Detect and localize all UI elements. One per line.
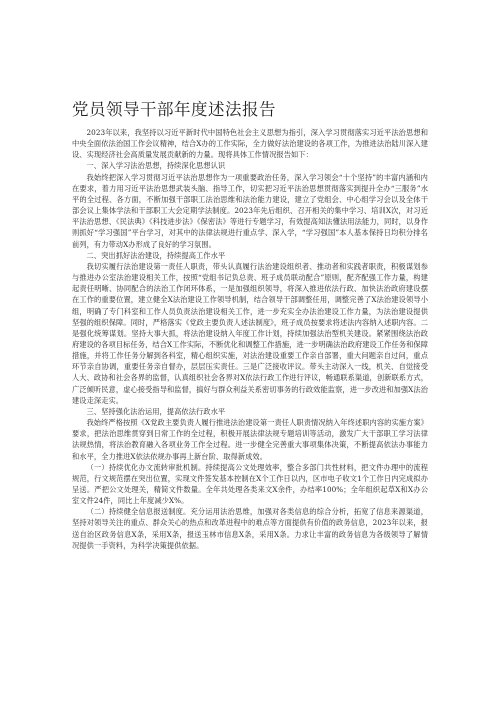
paragraph: 我始终严格按照《X党政主要负责人履行推进法治建设第一责任人职责情况纳入年终述职内容的实施方案》要求，把法治思维贯穿到日常工作的全过程，积极开展法律法规专题培训等活动，激发广大干部职工学习法律法规热情，将法治教育融入各项业务工作全过程。进一步健全完善重大事项集体决策，不断提高依法办事能力和水平，全力推进X依法依规办事再上新台阶、取得新成效。 <box>72 418 428 461</box>
paragraph: （二）持续健全信息报送制度。充分运用法治思维，加强对各类信息的综合分析，拓宽了信息来源渠道，坚持对领导关注的重点、群众关心的热点和改革进程中的难点等方面提供有价值的政务信息，2023年以来，报送自治区政务信息X条，采用X条，报送玉林市信息X条，采用X条。力求让丰富的政务信息为各级领导了解情况提供一手资料，为科学决策提供依据。 <box>72 507 428 550</box>
section-heading: 三、坚持强化法治运用，提高依法行政水平 <box>86 406 226 416</box>
paragraph: 我切实履行法治建设第一责任人职责，带头认真履行法治建设组织者、推动者和实践者职责，积极谋划参与推进办公室法治建设相关工作，按照“党组书记负总责、班子成员联动配合”原则，配齐配强工作力量，构建起责任明晰、协同配合的法治工作闭环体系，一是加强组织领导，将深入推进依法行政、加快法治政府建设摆在工作的重要位置，建立健全X法治建设工作领导机制，结合领导干部调整任用，调整完善了X法治建设领导小组，明确了专门科室和工作人员负责法治建设相关工作，进一步充实全办法治建设工作力量，为法治建设提供坚强的组织保障。同时，严格落实《党政主要负责人述法制度》，班子成员按要求将述法内容纳入述职内容。二是强化统筹谋划。坚持大事大抓，将法治建设纳入年度工作计划，持续加强法治型机关建设。紧紧围绕法治政府建设的各项目标任务，结合X工作实际，不断优化和调整工作措施，进一步明确法治政府建设工作任务和保障措施，并将工作任务分解到各科室，精心组织实施，对法治建设重要工作亲自部署，重大问题亲自过问，重点环节亲自协调，重要任务亲自督办，层层压实责任。三是广泛接收评议。带头主动深入一线，机关、自觉接受人大、政协和社会各界的监督，认真组织社会各界对X依法行政工作进行评议，畅通联系渠道，创新联系方式，广泛倾听民意，虚心接受指导和监督，搞好与群众利益关系密切事务的行政效能监察，进一步改进和加强X法治建设走深走实。 <box>72 261 428 405</box>
document-title: 党员领导干部年度述法报告 <box>72 100 276 119</box>
paragraph: 我始终把深入学习贯彻习近平法治思想作为一项重要政治任务，深入学习领会“十个坚持”的丰富内涵和内在要求，着力用习近平法治思想武装头脑、指导工作，切实把习近平法治思想贯彻落实到提升全办“三服务”水平的全过程、各方面，不断加强干部职工法治思维和法治能力建设，建立了党组会、中心组学习会以及全体干部会议上集体学法和干部职工大会定期学法制度。2023年先后组织、召开相关的集中学习、培训X次，对习近平法治思想、《民法典》《科技进步法》《保密法》等进行专题学习，有效提高知法懂法用法能力，同时，以身作则抓好“学习强国”平台学习，对其中的法律法规进行重点学、深入学，“学习强国”本人基本保持日均积分排名前列，有力带动X办形成了良好的学习氛围。 <box>72 172 428 249</box>
paragraph: 2023年以来，我坚持以习近平新时代中国特色社会主义思想为指引，深入学习贯彻落实习近平法治思想和中央全面依法治国工作会议精神，结合X办的工作实际，全力做好法治建设的各项工作，为推进法治陆川深入建设、实现经济社会高质量发展贡献新的力量。现将具体工作情况报告如下： <box>72 128 428 160</box>
paragraph: （一）持续优化办文流转审批机制。持续提高公文处理效率，整合多部门共性材料，把文件办理中的流程规范，行文规范摆在突出位置，实现文件签发基本控制在X个工作日以内，区市电子收文1个工作日内完成拟办呈送。严把公文处理关，精简文件数量。全年共处理各类来文X余件，办结率100%；全年组织起草X和X办公室文件24件，同比上年度减少X%。 <box>72 462 428 506</box>
section-heading: 一、深入学习法治思想，持续深化思想认识 <box>86 161 226 171</box>
section-heading: 二、突出抓好法治建设，持续提高工作水平 <box>86 250 226 260</box>
document-body <box>72 127 428 551</box>
